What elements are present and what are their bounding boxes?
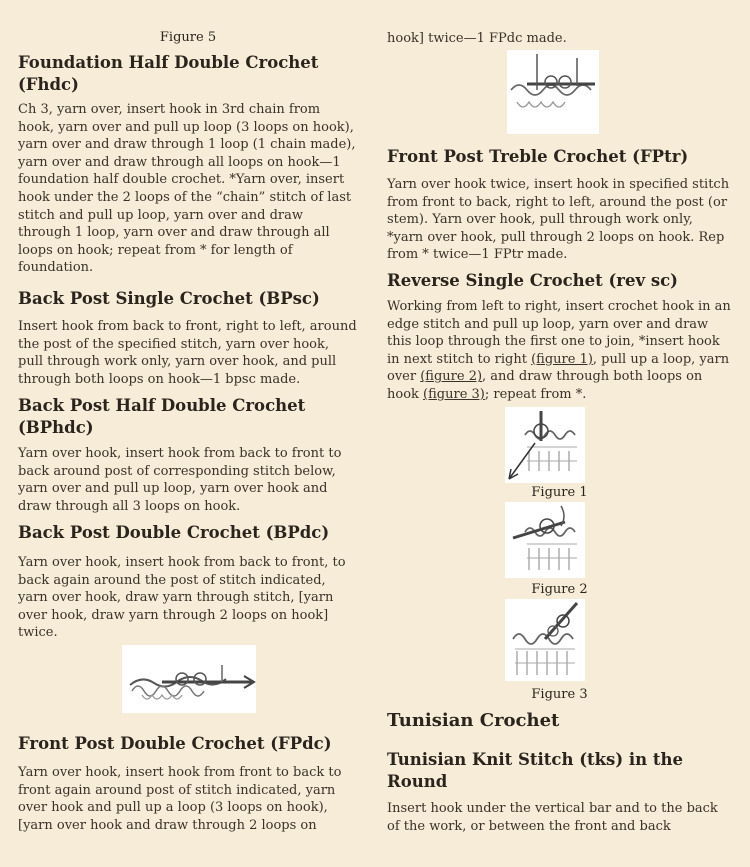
figure-3-link[interactable]: (figure 3) — [423, 386, 485, 402]
fhdc-heading: Foundation Half Double Crochet (Fhdc) — [18, 53, 319, 94]
revsc-text-c: , and draw through both loops on hook — [387, 369, 703, 402]
fptr-heading: Front Post Treble Crochet (FPtr) — [387, 147, 689, 166]
figure-3-illustration — [505, 599, 585, 681]
figure-1-link[interactable]: (figure 1) — [531, 351, 593, 367]
revsc-text-b: , pull up a loop, yarn over — [387, 351, 730, 385]
fpdc-illustration — [507, 50, 599, 134]
fpdc-continuation: hook] twice—1 FPdc made. — [387, 31, 567, 46]
figure-2-link[interactable]: (figure 2) — [420, 369, 483, 385]
fptr-body: Yarn over hook twice, insert hook in specified stitch from front to back, right to left, around the post (or stem). Yarn over hook, pull through work only, *yarn over hook, pull through 2 loops on hook. Rep from * twice—1 FPtr made. — [387, 177, 730, 263]
bpsc-body: Insert hook from back to front, right to left, around the post of the specified stitch, yarn over hook, pull through work only, yarn over hook, and pull through both loops on hook—1 bpsc made. — [18, 319, 357, 387]
tunisian-heading: Tunisian Crochet — [387, 710, 560, 731]
figure-1-illustration — [505, 407, 585, 483]
revsc-text-d: ; repeat from *. — [484, 386, 587, 402]
revsc-text-a: Working from left to right, insert crochet hook in an edge stitch and pull up loop, yarn over and draw this loop through the first one to join, *insert hook in next stitch to right — [387, 299, 731, 367]
bpdc-body: Yarn over hook, insert hook from back to front, to back again around the post of stitch indicated, yarn over hook, draw yarn through stitch, [yarn over hook, draw yarn through 2 loops on hook] twice. — [18, 555, 346, 641]
figure-3-caption: Figure 3 — [531, 687, 588, 702]
fpdc-heading: Front Post Double Crochet (FPdc) — [18, 734, 332, 753]
figure-2-caption: Figure 2 — [531, 582, 588, 597]
figure-1-caption: Figure 1 — [531, 485, 588, 500]
bpsc-heading: Back Post Single Crochet (BPsc) — [18, 289, 320, 308]
fpdc-body: Yarn over hook, insert hook from front to back to front again around post of stitch indicated, yarn over hook and pull up a loop (3 loops on hook), [yarn over hook and draw through 2 loops on — [18, 765, 342, 833]
tks-body: Insert hook under the vertical bar and to the back of the work, or between the front and back — [387, 801, 718, 834]
bpdc-illustration — [122, 645, 256, 713]
fhdc-body: Ch 3, yarn over, insert hook in 3rd chain from hook, yarn over and pull up loop (3 loops on hook), yarn over and draw through 1 loop (1 chain made), yarn over and draw through all loops on hook—1 foundation half double crochet. *Yarn over, insert hook under the 2 loops of the “chain” stitch of last stitch and pull up loop, yarn over and draw through 1 loop, yarn over and draw through all loops on hook; repeat from * for length of foundation. — [18, 102, 356, 276]
bphdc-body: Yarn over hook, insert hook from back to front to back around post of corresponding stitch below, yarn over and pull up loop, yarn over hook and draw through all 3 loops on hook. — [18, 446, 342, 514]
revsc-heading: Reverse Single Crochet (rev sc) — [387, 271, 678, 290]
figure-2-illustration — [505, 502, 585, 578]
bphdc-heading: Back Post Half Double Crochet (BPhdc) — [18, 396, 306, 437]
figure-5-caption: Figure 5 — [159, 30, 217, 45]
tks-heading: Tunisian Knit Stitch (tks) in the Round — [387, 750, 684, 791]
bpdc-heading: Back Post Double Crochet (BPdc) — [18, 523, 330, 542]
revsc-body — [387, 298, 732, 404]
